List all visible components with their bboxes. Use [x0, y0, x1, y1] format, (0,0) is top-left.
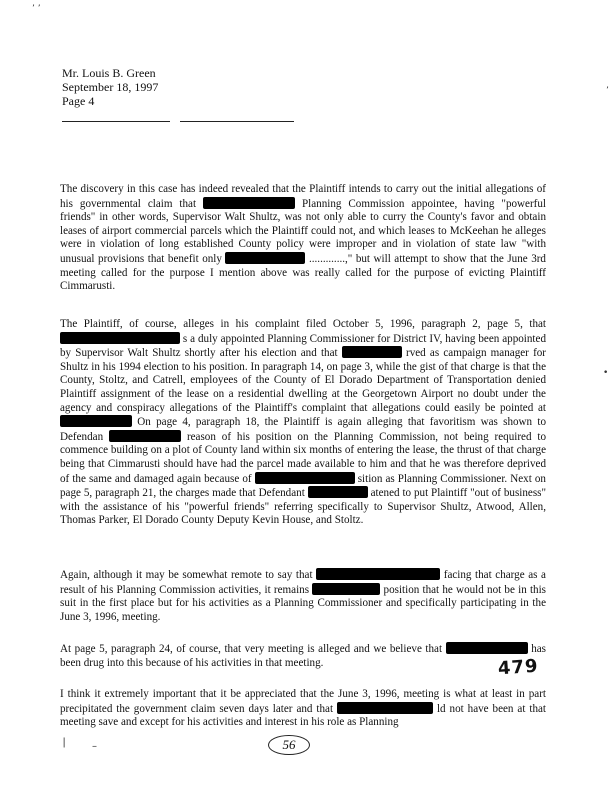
redaction-bar [337, 702, 433, 714]
redaction-bar [255, 472, 355, 484]
paragraph-importance: I think it extremely important that it be appreciated that the June 3, 1996, meeting is what at least in part precipitated the government claim seven days later and that ld not have been at that meeting save and except for his activities and interest in his role as Planning [60, 688, 546, 729]
scan-artifact: ’ [606, 86, 609, 96]
paragraph-discovery: The discovery in this case has indeed revealed that the Plaintiff intends to carry out the initial allegations of his governmental claim that Planning Commission appointee, having "powerful friends" in other words, Supervisor Walt Shultz, was not only able to curry the County's favor and obtain leases of airport commercial parcels which the Plaintiff could not, and which leases to McKeehan he alleges were in violation of long established County policy were improper and in violation of state law "with unusual provisions that benefit only .............," but will attempt to show that the June 3rd meeting called for the purpose I mention above was really called for the purpose of evicting Plaintiff Cimmarusti. [60, 183, 546, 293]
redaction-bar [225, 252, 305, 264]
letter-recipient: Mr. Louis B. Green [62, 66, 156, 80]
scan-artifact: • [603, 368, 609, 378]
handwritten-exhibit-number: 479 [497, 655, 540, 680]
redaction-bar [109, 430, 181, 442]
redaction-bar [60, 415, 132, 427]
redaction-bar [308, 486, 368, 498]
header-rule-left [62, 121, 170, 122]
redaction-bar [60, 332, 180, 344]
paragraph-complaint: The Plaintiff, of course, alleges in his complaint filed October 5, 1996, paragraph 2, page 5, that s a duly appointed Planning Commissioner for District IV, having been appointed by Supervisor Walt Shultz shortly after his election and that rved as campaign manager for Shultz in his 1994 election to his position. In paragraph 14, on page 3, while the gist of that charge is that the County, Stoltz, and Catrell, employees of the County of El Dorado Department of Transportation denied Plaintiff assignment of the lease on a residential dwelling at the Georgetown Airport no doubt under the agency and conspiracy allegations of the Plaintiff's complaint that allegations could easily be pointed at On page 4, paragraph 18, the Plaintiff is again alleging that favoritism was shown to Defendan reason of his position on the Planning Commission, not being required to commence building on a plot of County land within six months of entering the lease, the thrust of that charge being that Cimmarusti should have had the parcel made available to him and that he was therefore deprived of the same and damaged again because of sition as Planning Commissioner. Next on page 5, paragraph 21, the charges made that Defendant atened to put Plaintiff "out of business" with the assistance of his "powerful friends" referring specifically to Supervisor Shultz, Atwood, Allen, Thomas Parker, El Dorado County Deputy Kevin House, and Stoltz. [60, 318, 547, 527]
paragraph-remote: Again, although it may be somewhat remote to say that facing that charge as a result of his Planning Commission activities, it remains position that he would not be in this suit in the first place but for his activities as a Planning Commissioner and specifically participating in the June 3, 1996, meeting. [60, 569, 546, 623]
redaction-bar [446, 642, 528, 654]
letter-date: September 18, 1997 [62, 80, 159, 94]
scan-artifact: ❘ [60, 737, 69, 748]
scan-artifact: ’ ’ [32, 4, 41, 14]
redaction-bar [342, 346, 402, 358]
redaction-bar [312, 583, 380, 595]
handwritten-page-number: 56 [268, 735, 310, 755]
redaction-bar [316, 568, 440, 580]
letter-page-label: Page 4 [62, 94, 95, 108]
header-rule-right [180, 121, 294, 122]
paragraph-meeting: At page 5, paragraph 24, of course, that very meeting is alleged and we believe that has been drug into this because of his activities in that meeting. [60, 643, 546, 669]
scan-artifact: – [92, 741, 97, 752]
redaction-bar [203, 197, 295, 209]
